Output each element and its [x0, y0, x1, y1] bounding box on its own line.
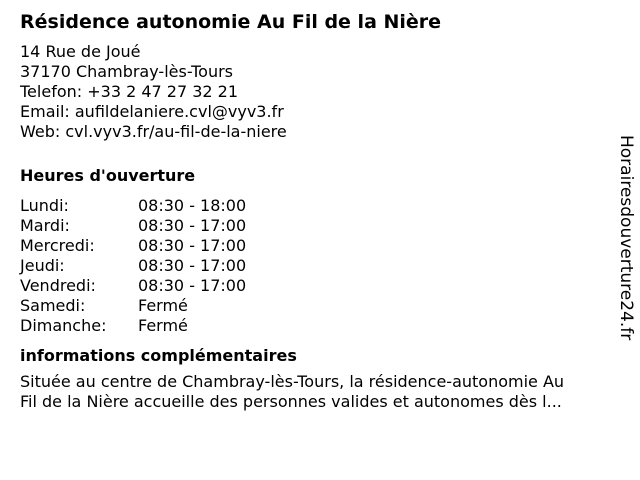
day-label: Mardi: — [20, 216, 70, 235]
additional-info-heading: informations complémentaires — [20, 346, 297, 365]
time-value: 08:30 - 17:00 — [138, 216, 247, 235]
additional-info-text — [20, 372, 620, 412]
time-value: 08:30 - 17:00 — [138, 276, 247, 295]
site-watermark: Horairesdouverture24.fr — [616, 135, 636, 341]
residence-card — [20, 8, 610, 412]
hours-row-tuesday — [20, 216, 246, 236]
hours-row-monday — [20, 196, 246, 216]
day-label: Lundi: — [20, 196, 69, 215]
info-line: Située au centre de Chambray-lès-Tours, la résidence-autonomie Au — [20, 372, 565, 391]
day-label: Dimanche: — [20, 316, 107, 335]
time-value: Fermé — [138, 316, 188, 335]
day-label: Vendredi: — [20, 276, 96, 295]
opening-hours-heading: Heures d'ouverture — [20, 166, 196, 185]
hours-row-sunday — [20, 316, 246, 336]
phone-line: Telefon: +33 2 47 27 32 21 — [20, 82, 239, 101]
web-line: Web: cvl.vyv3.fr/au-fil-de-la-niere — [20, 122, 287, 141]
day-label: Mercredi: — [20, 236, 95, 255]
hours-row-friday — [20, 276, 246, 296]
day-label: Samedi: — [20, 296, 86, 315]
city-address: 37170 Chambray-lès-Tours — [20, 62, 234, 81]
address-block — [20, 42, 610, 142]
residence-title: Résidence autonomie Au Fil de la Nière — [20, 11, 442, 33]
hours-row-wednesday — [20, 236, 246, 256]
email-line: Email: aufildelaniere.cvl@vyv3.fr — [20, 102, 284, 121]
hours-row-thursday — [20, 256, 246, 276]
info-line: Fil de la Nière accueille des personnes valides et autonomes dès l... — [20, 392, 562, 411]
hours-row-saturday — [20, 296, 246, 316]
opening-hours-table — [20, 196, 246, 336]
day-label: Jeudi: — [20, 256, 65, 275]
time-value: 08:30 - 18:00 — [138, 196, 247, 215]
time-value: Fermé — [138, 296, 188, 315]
street-address: 14 Rue de Joué — [20, 42, 141, 61]
time-value: 08:30 - 17:00 — [138, 256, 247, 275]
time-value: 08:30 - 17:00 — [138, 236, 247, 255]
